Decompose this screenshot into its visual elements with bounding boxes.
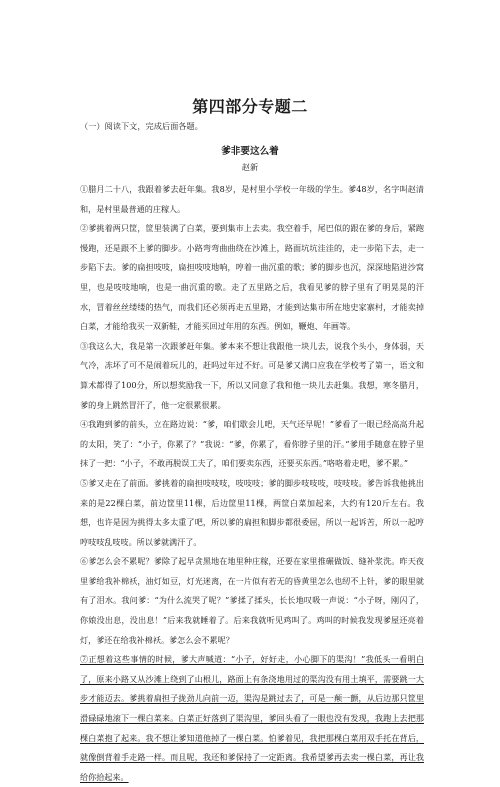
story-title: 爹非要这么着 — [221, 146, 279, 157]
paragraph-6: ⑥爹怎么会不累呢？爹除了起早贪黑地在地里种庄稼，还要在家里推碾做饭、缝补浆洗。昨天夜里爹给我补棉袄，油灯如豆，灯光迷离，在一片似有若无的昏黄里怎么也纫不上针，爹的眼里就有了泪水。我问爹：“为什么流哭了呢？”爹揉了揉头，长长地叹吸一声说：“小子呀，刚闪了，你娘没出息，没出息！”后来我就睡着了。后来我就听见鸡叫了。鸡叫的时候我发现爹屋还亮着灯，爹还在给我补棉袄。爹怎么会不累呢？ — [80, 556, 424, 645]
story-author: 赵新 — [241, 162, 259, 172]
instruction-text: （一）阅读下文，完成后面各题。 — [80, 121, 203, 131]
paragraph-2: ②爹挑着两只筐，筐里装满了白菜，要到集市上去卖。我空着手，尾巴似的跟在爹的身后，紧跑慢跑，还是跟不上爹的脚步。小路弯弯曲曲绕在沙滩上，路面坑坑洼洼的，走一步陷下去，走一步陷下去。爹的扁担吱吱，扁担吱吱地响，哼着一曲沉重的歌；爹的脚步也沉，深深地陷进沙窝里，也是吱吱地响，也是一曲沉重的歌。走了五里路之后，我看见爹的脖子里有了明晃晃的汗水，冒着丝丝缕缕的热气，而我们还必须再走五里路，才能到达集市所在地史家寨村，才能卖掉白菜，才能给我买一双新鞋，才能买回过年用的东西。例如，鞭炮、年画等。 — [80, 223, 424, 332]
story-body — [80, 180, 424, 787]
paragraph-3: ③我这么大，我是第一次跟爹赶年集。爹本来不想让我跟他一块儿去，说我个头小，身体弱，天气冷，冻坏了可不是闹着玩儿的，赶吗过年过不好。可是爹又满口应我在学校考了第一，语文和算术都得了100分，所以想奖励我一下，所以又同意了我和他一块儿去赶集。我想，寒冬腊月，爹的身上跳然冒汗了，他一定很累很累。 — [80, 340, 424, 410]
paragraph-5: ⑤爹又走在了前面。爹挑着的扁担吱吱吱，吱吱吱；爹的脚步吱吱吱，吱吱吱。爹告诉我他挑出来的是22棵白菜，前边筐里11棵，后边筐里11棵，两筐白菜加起来，大约有120斤左右。我想，也许是因为挑得太多太重了吧，所以爹的扁担和脚步都很委屈，所以一起诉苦，所以一起哼哼吱吱乱吱吱。所以爹就满汗了。 — [80, 477, 424, 547]
section-heading: 第四部分专题二 — [192, 97, 308, 116]
paragraph-4: ④我跑到爹的前头，立在路边说：“爹，咱们歇会儿吧，天气还早呢！”爹看了一眼已经高高升起的太阳，笑了：“小子，你累了？”我说：“爹，你累了，看你脖子里的汗。”爹用手随意在脖子里抹了一把：“小子，不敢再脱误工夫了，咱们要卖东西，还要买东西。”咯咯着走吧，爹不累。” — [80, 419, 424, 469]
paragraph-7: ⑦正想着这些事情的时候，爹大声喊道：“小子，好好走，小心脚下的渠沟！”我低头一看明白了，原来小路又从沙滩上绕到了山根儿，路面上有条浇地用过的渠沟没有用土填平，需要跳一大步才能迈去。爹挑着扁担子拢劲儿向前一迈，渠沟是跳过去了，可是一颠一颤，从后边那只筐里滑碌碌地滚下一棵白菜来。白菜正好落到了渠沟里，爹回头看了一眼也没有发现，我跑上去把那棵白菜抱了起来。我不想让爹知道他掉了一棵白菜。怕爹着见，我把那棵白菜用双手托在背后，就像倒背着手走路一样。而且呢，我还和爹保持了一定距离。我希望爹再去卖一棵白菜，再让我给你拾起来。 — [80, 654, 424, 782]
paragraph-1: ①腊月二十八，我跟着爹去赶年集。我8岁，是村里小学校一年级的学生。爹48岁，名字叫赵清和，是村里最普通的庄稼人。 — [80, 184, 424, 214]
